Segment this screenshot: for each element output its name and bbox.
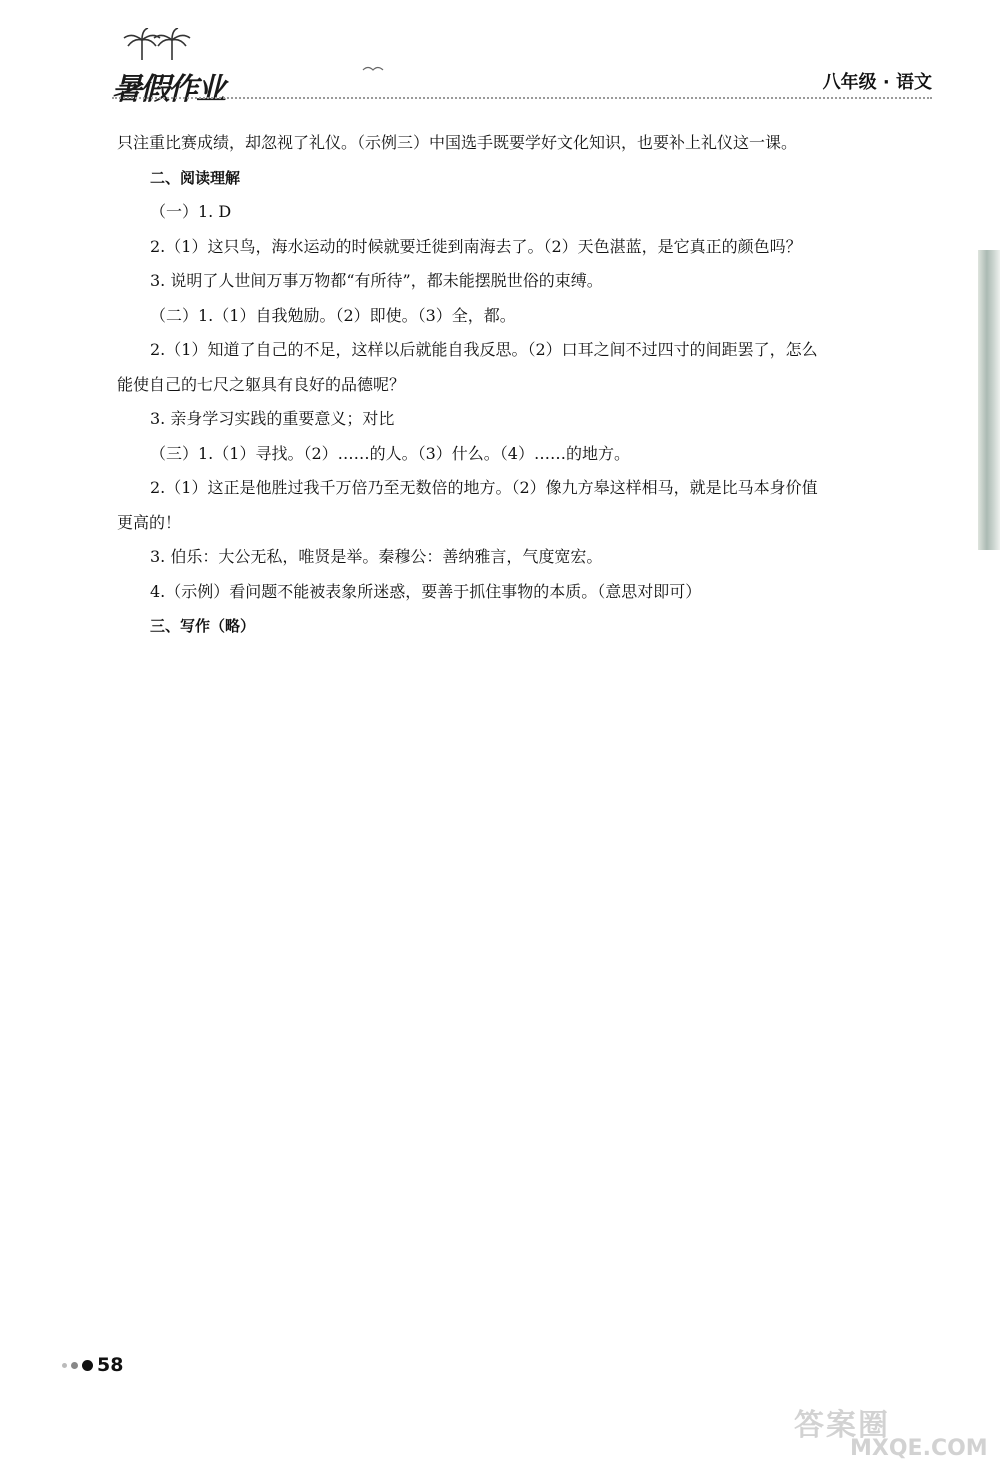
text-line: （一）1. D: [150, 202, 232, 221]
text-line: 3. 说明了人世间万事万物都“有所待”，都未能摆脱世俗的束缚。: [150, 271, 603, 290]
scan-edge-strip: [978, 250, 1000, 550]
text-line: 只注重比赛成绩，却忽视了礼仪。（示例三）中国选手既要学好文化知识，也要补上礼仪这一课。: [117, 133, 798, 152]
text-line: 3. 伯乐：大公无私，唯贤是举。秦穆公：善纳雅言，气度宽宏。: [150, 547, 603, 566]
watermark: [794, 1400, 994, 1464]
text-line: 更高的！: [117, 512, 182, 532]
watermark-en: MXQE.COM: [850, 1436, 988, 1461]
logo-text: 暑假作业: [112, 72, 224, 107]
dot-icon: [82, 1360, 93, 1371]
summer-homework-logo: [112, 28, 262, 107]
dot-icon: [62, 1363, 67, 1368]
answer-content: [117, 126, 937, 644]
grade-subject-label: 八年级 · 语文: [822, 72, 932, 93]
page-number: [62, 1354, 123, 1376]
watermark-cn: 答案圈: [794, 1408, 890, 1443]
text-line: 4.（示例）看问题不能被表象所迷惑，要善于抓住事物的本质。（意思对即可）: [150, 581, 702, 601]
bird-icon: [362, 64, 384, 76]
text-line: 能使自己的七尺之躯具有良好的品德呢？: [117, 374, 406, 394]
text-line: 2.（1）这正是他胜过我千万倍乃至无数倍的地方。（2）像九方皋这样相马，就是比马本身价值: [150, 478, 818, 497]
text-line: 2.（1）知道了自己的不足，这样以后就能自我反思。（2）口耳之间不过四寸的间距罢了，怎么: [150, 340, 818, 359]
section-heading-writing: 三、写作（略）: [150, 617, 256, 635]
palm-tree-icon: [122, 28, 192, 62]
text-line: 3. 亲身学习实践的重要意义；对比: [150, 409, 395, 428]
header-divider: [112, 97, 932, 99]
dot-icon: [71, 1362, 78, 1369]
text-line: （三）1.（1）寻找。（2）……的人。（3）什么。（4）……的地方。: [150, 443, 630, 463]
section-heading-reading: 二、阅读理解: [150, 168, 241, 187]
text-line: 2.（1）这只鸟，海水运动的时候就要迁徙到南海去了。（2）天色湛蓝，是它真正的颜色吗？: [150, 236, 802, 256]
page-number-text: 58: [97, 1354, 124, 1376]
text-line: （二）1.（1）自我勉励。（2）即使。（3）全，都。: [150, 305, 516, 325]
